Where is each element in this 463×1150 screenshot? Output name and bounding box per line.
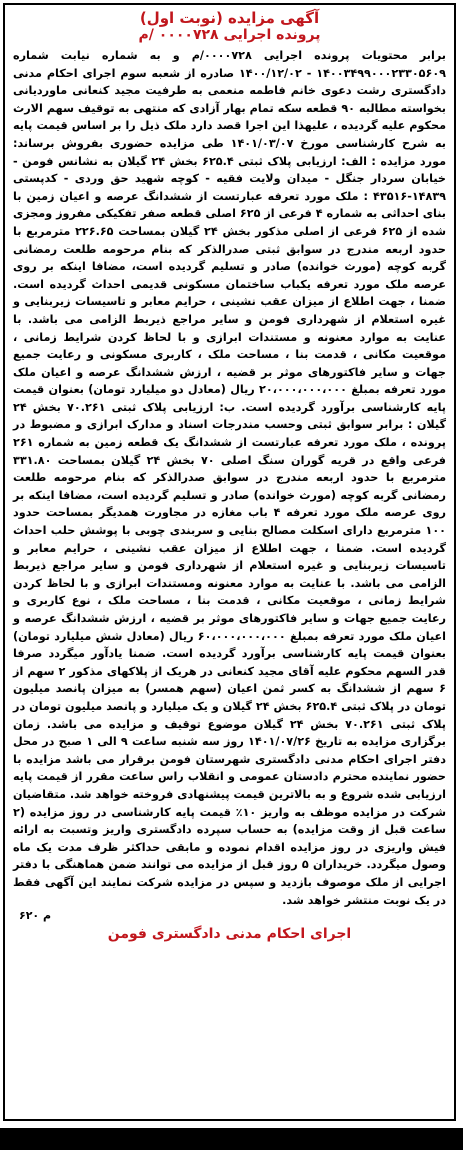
case-number: پرونده اجرایی ۰۰۰۰۷۲۸ /م bbox=[138, 27, 321, 43]
notice-header bbox=[5, 5, 454, 44]
issuer-signature: اجرای احکام مدنی دادگستری فومن bbox=[107, 926, 352, 943]
auction-notice bbox=[3, 3, 456, 1121]
notice-code: م ۶۲۰ bbox=[19, 909, 52, 923]
bottom-bar bbox=[0, 1128, 463, 1150]
notice-body: برابر محتویات پرونده اجرایی ۰۰۰۰۷۲۸/م و به شماره نیابت شماره ۱۴۰۰۳۴۹۹۰۰۰۲۳۳۰۵۶۰۹ - ۱۴۰۰/۱۲/۰۲ صادره از شعبه سوم اجرای احکام مدنی دادگستری رشت دعوی خانم فاطمه منعمی به طرفیت مجید کنعانی ماوردیانی بخواسته مطالبه ۹۰ قطعه سکه تمام بهار آزادی که منتهی به توقیف سهم الارث محکوم علیه گردیده ، علیهذا این اجرا قصد دارد ملک ذیل را بر اساس قیمت پایه به شرح کارشناسی مورخ ۱۴۰۱/۰۳/۰۷ طی مزایده حضوری بفروش برساند: مورد مزایده : الف: ارزیابی پلاک ثبتی ۶۲۵.۴ بخش ۲۴ گیلان به نشانس فومن - خیابان سردار جنگل - میدان ولایت فقیه - کوچه شهید حق وردی - کدپستی ۱۴۸۳۹-۴۳۵۱۶ : ملک مورد تعرفه عبارتست از ششدانگ عرصه و اعیان زمین با بنای احداثی به شماره ۴ فرعی از ۶۲۵ اصلی قطعه صفر تفکیکی مفروز ومجزی شده از ۶۲۵ فرعی از اصلی مذکور بخش ۲۴ گیلان بمساحت ۲۲۶.۶۵ مترمربع با حدود اربعه مندرج در سوابق ثبتی صدرالذکر که بنام مرحومه طلعت رمضانی گربه کوچه (مورث خوانده) صادر و تسلیم گردیده است، مضافا اینکه بر روی عرصه ملک مورد تعرفه یکباب ساختمان مسکونی قدیمی احداث گردیده است. ضمنا ، جهت اطلاع از میزان عقب نشینی ، حرایم معابر و تاسیسات زیربنایی و غیره استعلام از شهرداری فومن و سایر مراجع ذیربط الزامی می باشد. با عنایت به موارد معنونه و مستندات ابرازی و با لحاظ کردن شرایط زمانی ، موقعیت مکانی ، قدمت بنا ، مساحت ملک ، کاربری مسکونی و رعایت جمیع جهات و سایر فاکتورهای موثر بر قضیه ، ارزش ششدانگ عرصه و اعیان ملک مورد تعرفه بمبلغ ۲۰،۰۰۰،۰۰۰،۰۰۰ ریال (معادل دو میلیارد تومان) بعنوان قیمت پایه کارشناسی برآورد گردیده است. ب: ارزیابی پلاک ثبتی ۷۰.۲۶۱ بخش ۲۴ گیلان : برابر سوابق ثبتی وحسب مندرجات اسناد و مدارک ابرازی و مضبوط در پرونده ، ملک مورد تعرفه عبارتست از ششدانگ یک قطعه زمین به شماره ۲۶۱ فرعی واقع در قریه گوران سنگ اصلی ۷۰ بخش ۲۴ گیلان بمساحت ۳۳۱.۸۰ مترمربع با حدود اربعه مندرج در سوابق صدرالذکر که بنام مرحومه طلعت رمضانی گربه کوچه (مورث خوانده) صادر و تسلیم گردیده است، مضافا اینکه بر روی عرصه ملک مورد تعرفه ۴ باب مغازه در مجاورت همدیگر بمساحت حدود ۱۰۰ مترمربع دارای اسکلت مصالح بنایی و سربندی چوبی با پوشش حلب احداث گردیده است. ضمنا ، جهت اطلاع از میزان عقب نشینی ، حرایم معابر و تاسیسات زیربنایی و غیره استعلام از شهرداری فومن و سایر مراجع ذیربط الزامی می باشد. با عنایت به موارد معنونه ومستندات ابرازی و با لحاظ کردن شرایط زمانی ، موقعیت مکانی ، قدمت بنا ، مساحت ملک ، نوع کاربری و رعایت جمیع جهات و سایر فاکتورهای موثر بر قضیه ، ارزش ششدانگ عرصه و اعیان ملک مورد تعرفه بمبلغ ۶۰،۰۰۰،۰۰۰،۰۰۰ ریال (معادل شش میلیارد تومان) بعنوان قیمت پایه کارشناسی برآورد گردیده است. ضمنا یادآور میگردد صرفا قدر السهم محکوم علیه آقای مجید کنعانی در هریک از پلاکهای مذکور ۲ سهم از ۶ سهم از ششدانگ به کسر ثمن اعیان (سهم همسر) به میزان پانصد میلیون تومان در پلاک ثبتی ۶۲۵.۴ بخش ۲۴ گیلان و یک میلیارد و پانصد میلیون تومان در پلاک ثبتی ۷۰.۲۶۱ بخش ۲۴ گیلان موضوع توقیف و مزایده می باشد. زمان برگزاری مزایده به تاریخ ۱۴۰۱/۰۷/۲۶ روز سه شنبه ساعت ۹ الی ۱ صبح در محل دفتر اجرای احکام مدنی دادگستری شهرستان فومن برقرار می باشد مزایده با حضور نماینده محترم دادستان عمومی و انقلاب راس ساعت مقرر از قیمت پایه ارزیابی شده شروع و به بالاترین قیمت پیشنهادی فروخته خواهد شد. متقاضیان شرکت در مزایده موظف به واریز ۱۰٪ قیمت پایه کارشناسی در روز مزایده (۲ ساعت قبل از وقت مزایده) به حساب سپرده دادگستری واریز وتسبت به ارائه فیش واریزی در روز مزایده اقدام نموده و مابقی حداکثر ظرف مدت یک ماه وصول میگردد. خریداران ۵ روز قبل از مزایده می توانند ضمن هماهنگی با دفتر اجرایی از ملک موصوف بازدید و سپس در مزایده شرکت نمایند این آگهی فقط در یک نوبت منتشر خواهد شد. bbox=[13, 49, 447, 907]
notice-title: آگهی مزایده (نوبت اول) bbox=[139, 9, 320, 27]
